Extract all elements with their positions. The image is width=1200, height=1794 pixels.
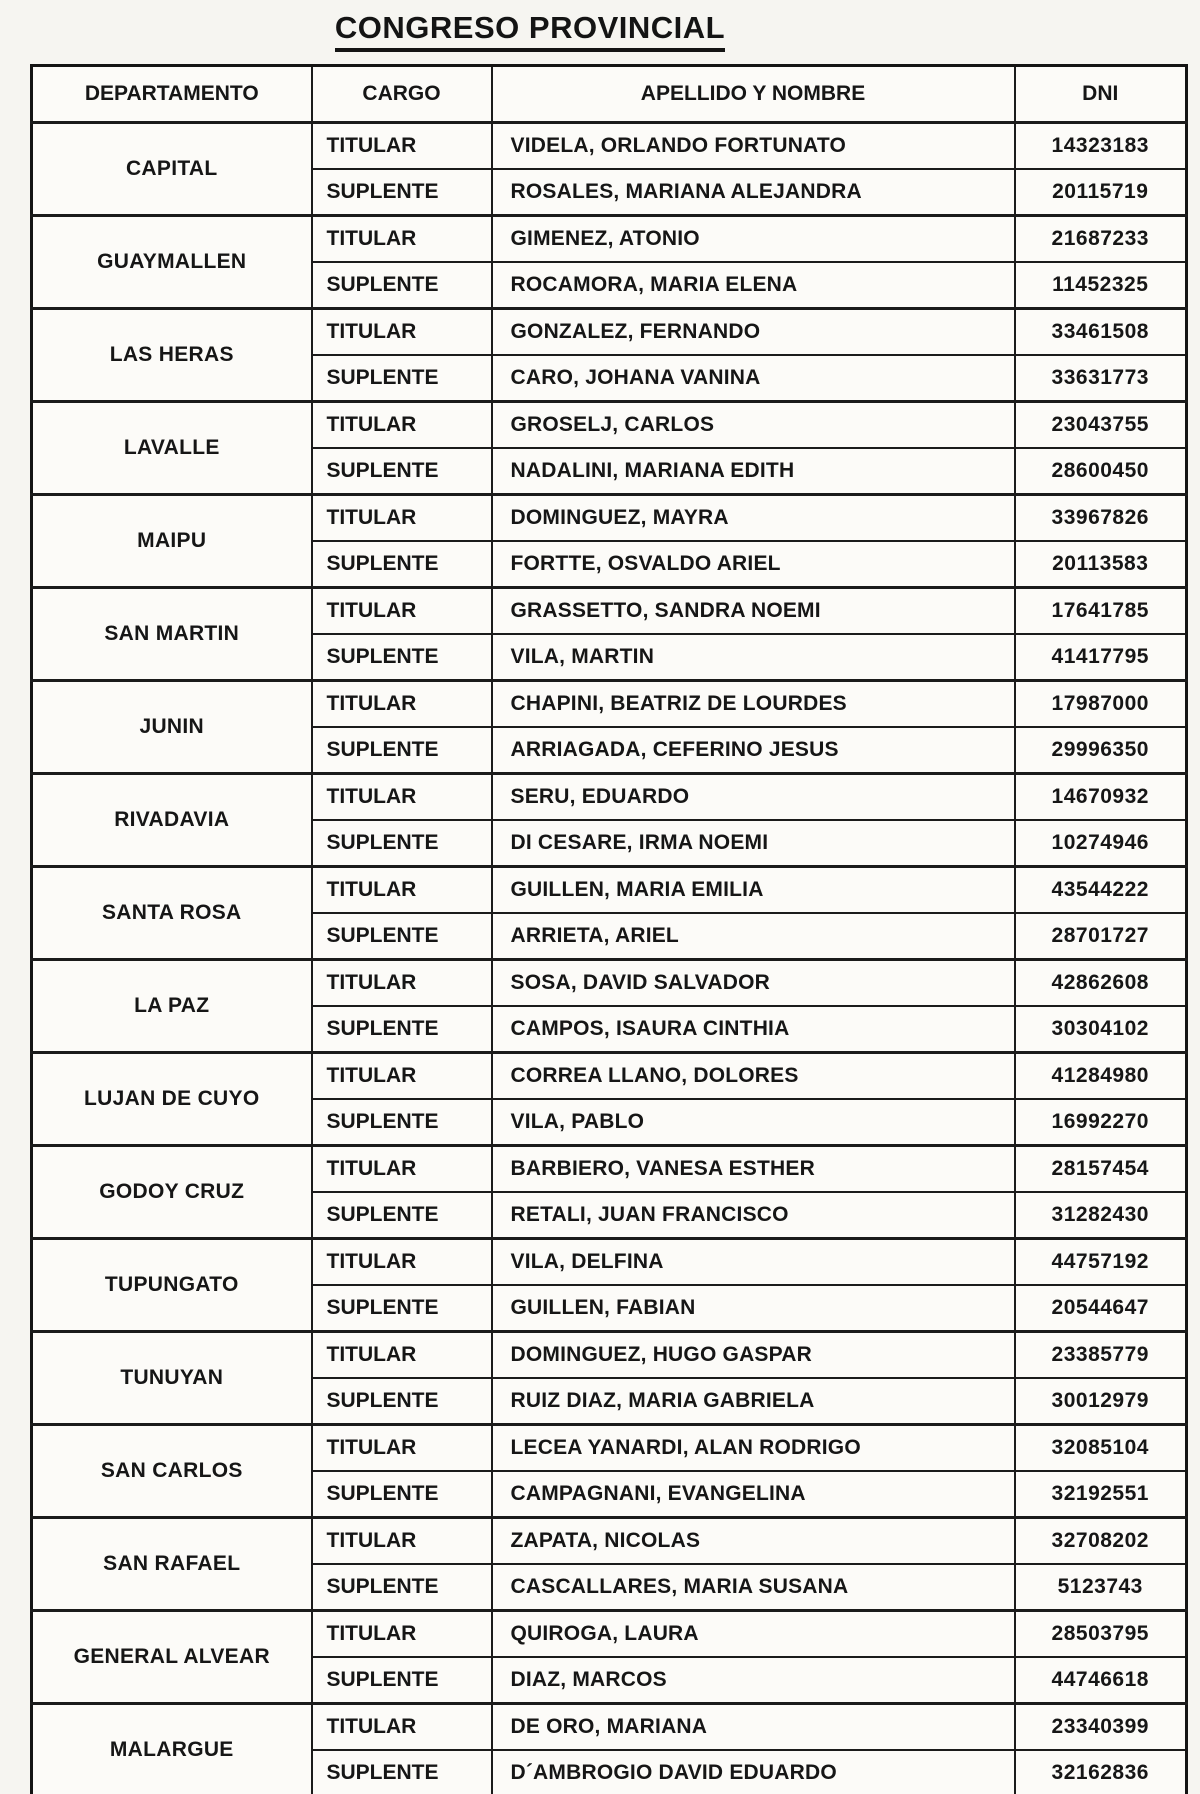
- titular-dni-cell: 23043755: [1015, 402, 1187, 449]
- suplente-name-cell: NADALINI, MARIANA EDITH: [492, 448, 1015, 495]
- titular-name-cell: GONZALEZ, FERNANDO: [492, 309, 1015, 356]
- cargo-titular-cell: TITULAR: [312, 1704, 492, 1751]
- cargo-suplente-cell: SUPLENTE: [312, 355, 492, 402]
- titular-name-cell: CHAPINI, BEATRIZ DE LOURDES: [492, 681, 1015, 728]
- cargo-titular-cell: TITULAR: [312, 867, 492, 914]
- suplente-name-cell: DI CESARE, IRMA NOEMI: [492, 820, 1015, 867]
- suplente-name-cell: RETALI, JUAN FRANCISCO: [492, 1192, 1015, 1239]
- suplente-dni-cell: 44746618: [1015, 1657, 1187, 1704]
- suplente-dni-cell: 32192551: [1015, 1471, 1187, 1518]
- titular-name-cell: DOMINGUEZ, HUGO GASPAR: [492, 1332, 1015, 1379]
- table-row: [32, 1518, 1187, 1565]
- suplente-dni-cell: 32162836: [1015, 1750, 1187, 1794]
- table-row: [32, 1146, 1187, 1193]
- titular-name-cell: DOMINGUEZ, MAYRA: [492, 495, 1015, 542]
- department-cell: LAVALLE: [32, 402, 312, 495]
- titular-dni-cell: 14670932: [1015, 774, 1187, 821]
- header-apellido-nombre: APELLIDO Y NOMBRE: [492, 66, 1015, 123]
- titular-name-cell: VILA, DELFINA: [492, 1239, 1015, 1286]
- suplente-name-cell: RUIZ DIAZ, MARIA GABRIELA: [492, 1378, 1015, 1425]
- titular-dni-cell: 23385779: [1015, 1332, 1187, 1379]
- suplente-name-cell: VILA, PABLO: [492, 1099, 1015, 1146]
- cargo-titular-cell: TITULAR: [312, 495, 492, 542]
- table-row: [32, 1704, 1187, 1751]
- suplente-name-cell: ARRIETA, ARIEL: [492, 913, 1015, 960]
- table-row: [32, 1053, 1187, 1100]
- department-cell: LA PAZ: [32, 960, 312, 1053]
- department-cell: SAN MARTIN: [32, 588, 312, 681]
- suplente-dni-cell: 30012979: [1015, 1378, 1187, 1425]
- suplente-name-cell: D´AMBROGIO DAVID EDUARDO: [492, 1750, 1015, 1794]
- titular-name-cell: BARBIERO, VANESA ESTHER: [492, 1146, 1015, 1193]
- department-cell: GENERAL ALVEAR: [32, 1611, 312, 1704]
- suplente-dni-cell: 16992270: [1015, 1099, 1187, 1146]
- department-cell: MALARGUE: [32, 1704, 312, 1794]
- cargo-suplente-cell: SUPLENTE: [312, 913, 492, 960]
- cargo-titular-cell: TITULAR: [312, 1146, 492, 1193]
- suplente-dni-cell: 10274946: [1015, 820, 1187, 867]
- suplente-name-cell: GUILLEN, FABIAN: [492, 1285, 1015, 1332]
- congress-roster-table: [30, 64, 1188, 1794]
- cargo-titular-cell: TITULAR: [312, 774, 492, 821]
- suplente-dni-cell: 29996350: [1015, 727, 1187, 774]
- cargo-suplente-cell: SUPLENTE: [312, 1099, 492, 1146]
- cargo-titular-cell: TITULAR: [312, 309, 492, 356]
- department-cell: SAN RAFAEL: [32, 1518, 312, 1611]
- titular-dni-cell: 44757192: [1015, 1239, 1187, 1286]
- cargo-suplente-cell: SUPLENTE: [312, 1657, 492, 1704]
- header-dni: DNI: [1015, 66, 1187, 123]
- titular-dni-cell: 32085104: [1015, 1425, 1187, 1472]
- department-cell: GODOY CRUZ: [32, 1146, 312, 1239]
- cargo-titular-cell: TITULAR: [312, 402, 492, 449]
- suplente-name-cell: FORTTE, OSVALDO ARIEL: [492, 541, 1015, 588]
- titular-dni-cell: 33967826: [1015, 495, 1187, 542]
- cargo-titular-cell: TITULAR: [312, 681, 492, 728]
- page-title: CONGRESO PROVINCIAL: [335, 10, 725, 52]
- table-row: [32, 402, 1187, 449]
- titular-dni-cell: 17641785: [1015, 588, 1187, 635]
- cargo-suplente-cell: SUPLENTE: [312, 634, 492, 681]
- table-row: [32, 588, 1187, 635]
- table-row: [32, 774, 1187, 821]
- table-body: [32, 123, 1187, 1794]
- suplente-name-cell: VILA, MARTIN: [492, 634, 1015, 681]
- table-row: [32, 1425, 1187, 1472]
- department-cell: CAPITAL: [32, 123, 312, 216]
- department-cell: JUNIN: [32, 681, 312, 774]
- cargo-titular-cell: TITULAR: [312, 216, 492, 263]
- titular-dni-cell: 33461508: [1015, 309, 1187, 356]
- suplente-name-cell: ARRIAGADA, CEFERINO JESUS: [492, 727, 1015, 774]
- header-cargo: CARGO: [312, 66, 492, 123]
- cargo-titular-cell: TITULAR: [312, 1053, 492, 1100]
- cargo-suplente-cell: SUPLENTE: [312, 262, 492, 309]
- cargo-suplente-cell: SUPLENTE: [312, 169, 492, 216]
- table-row: [32, 681, 1187, 728]
- titular-dni-cell: 28503795: [1015, 1611, 1187, 1658]
- titular-name-cell: GUILLEN, MARIA EMILIA: [492, 867, 1015, 914]
- cargo-suplente-cell: SUPLENTE: [312, 1564, 492, 1611]
- titular-dni-cell: 28157454: [1015, 1146, 1187, 1193]
- cargo-titular-cell: TITULAR: [312, 1611, 492, 1658]
- cargo-suplente-cell: SUPLENTE: [312, 1192, 492, 1239]
- table-row: [32, 123, 1187, 170]
- department-cell: SANTA ROSA: [32, 867, 312, 960]
- suplente-dni-cell: 20113583: [1015, 541, 1187, 588]
- cargo-titular-cell: TITULAR: [312, 1239, 492, 1286]
- titular-dni-cell: 17987000: [1015, 681, 1187, 728]
- titular-name-cell: LECEA YANARDI, ALAN RODRIGO: [492, 1425, 1015, 1472]
- titular-dni-cell: 14323183: [1015, 123, 1187, 170]
- cargo-suplente-cell: SUPLENTE: [312, 1471, 492, 1518]
- header-departamento: DEPARTAMENTO: [32, 66, 312, 123]
- cargo-titular-cell: TITULAR: [312, 588, 492, 635]
- suplente-dni-cell: 28701727: [1015, 913, 1187, 960]
- suplente-name-cell: CAMPAGNANI, EVANGELINA: [492, 1471, 1015, 1518]
- suplente-dni-cell: 20115719: [1015, 169, 1187, 216]
- suplente-name-cell: CASCALLARES, MARIA SUSANA: [492, 1564, 1015, 1611]
- titular-name-cell: GIMENEZ, ATONIO: [492, 216, 1015, 263]
- titular-dni-cell: 42862608: [1015, 960, 1187, 1007]
- table-row: [32, 309, 1187, 356]
- cargo-suplente-cell: SUPLENTE: [312, 1006, 492, 1053]
- department-cell: MAIPU: [32, 495, 312, 588]
- titular-name-cell: DE ORO, MARIANA: [492, 1704, 1015, 1751]
- cargo-suplente-cell: SUPLENTE: [312, 1378, 492, 1425]
- cargo-suplente-cell: SUPLENTE: [312, 820, 492, 867]
- titular-name-cell: ZAPATA, NICOLAS: [492, 1518, 1015, 1565]
- table-row: [32, 960, 1187, 1007]
- table-row: [32, 1611, 1187, 1658]
- suplente-dni-cell: 20544647: [1015, 1285, 1187, 1332]
- table-row: [32, 495, 1187, 542]
- suplente-name-cell: ROSALES, MARIANA ALEJANDRA: [492, 169, 1015, 216]
- department-cell: LAS HERAS: [32, 309, 312, 402]
- suplente-dni-cell: 28600450: [1015, 448, 1187, 495]
- titular-dni-cell: 41284980: [1015, 1053, 1187, 1100]
- table-row: [32, 1239, 1187, 1286]
- titular-dni-cell: 43544222: [1015, 867, 1187, 914]
- titular-dni-cell: 32708202: [1015, 1518, 1187, 1565]
- suplente-dni-cell: 41417795: [1015, 634, 1187, 681]
- titular-name-cell: CORREA LLANO, DOLORES: [492, 1053, 1015, 1100]
- department-cell: TUNUYAN: [32, 1332, 312, 1425]
- titular-name-cell: GRASSETTO, SANDRA NOEMI: [492, 588, 1015, 635]
- table-row: [32, 216, 1187, 263]
- cargo-suplente-cell: SUPLENTE: [312, 448, 492, 495]
- department-cell: SAN CARLOS: [32, 1425, 312, 1518]
- suplente-name-cell: ROCAMORA, MARIA ELENA: [492, 262, 1015, 309]
- suplente-dni-cell: 31282430: [1015, 1192, 1187, 1239]
- titular-dni-cell: 21687233: [1015, 216, 1187, 263]
- titular-dni-cell: 23340399: [1015, 1704, 1187, 1751]
- titular-name-cell: VIDELA, ORLANDO FORTUNATO: [492, 123, 1015, 170]
- suplente-dni-cell: 11452325: [1015, 262, 1187, 309]
- cargo-suplente-cell: SUPLENTE: [312, 541, 492, 588]
- titular-name-cell: QUIROGA, LAURA: [492, 1611, 1015, 1658]
- table-row: [32, 1332, 1187, 1379]
- titular-name-cell: SOSA, DAVID SALVADOR: [492, 960, 1015, 1007]
- suplente-dni-cell: 5123743: [1015, 1564, 1187, 1611]
- department-cell: TUPUNGATO: [32, 1239, 312, 1332]
- cargo-titular-cell: TITULAR: [312, 1425, 492, 1472]
- cargo-suplente-cell: SUPLENTE: [312, 727, 492, 774]
- department-cell: GUAYMALLEN: [32, 216, 312, 309]
- suplente-dni-cell: 33631773: [1015, 355, 1187, 402]
- suplente-name-cell: CARO, JOHANA VANINA: [492, 355, 1015, 402]
- department-cell: LUJAN DE CUYO: [32, 1053, 312, 1146]
- suplente-dni-cell: 30304102: [1015, 1006, 1187, 1053]
- department-cell: RIVADAVIA: [32, 774, 312, 867]
- cargo-titular-cell: TITULAR: [312, 960, 492, 1007]
- suplente-name-cell: DIAZ, MARCOS: [492, 1657, 1015, 1704]
- cargo-suplente-cell: SUPLENTE: [312, 1750, 492, 1794]
- titular-name-cell: SERU, EDUARDO: [492, 774, 1015, 821]
- cargo-suplente-cell: SUPLENTE: [312, 1285, 492, 1332]
- table-header-row: [32, 66, 1187, 123]
- suplente-name-cell: CAMPOS, ISAURA CINTHIA: [492, 1006, 1015, 1053]
- cargo-titular-cell: TITULAR: [312, 1518, 492, 1565]
- table-row: [32, 867, 1187, 914]
- titular-name-cell: GROSELJ, CARLOS: [492, 402, 1015, 449]
- cargo-titular-cell: TITULAR: [312, 1332, 492, 1379]
- cargo-titular-cell: TITULAR: [312, 123, 492, 170]
